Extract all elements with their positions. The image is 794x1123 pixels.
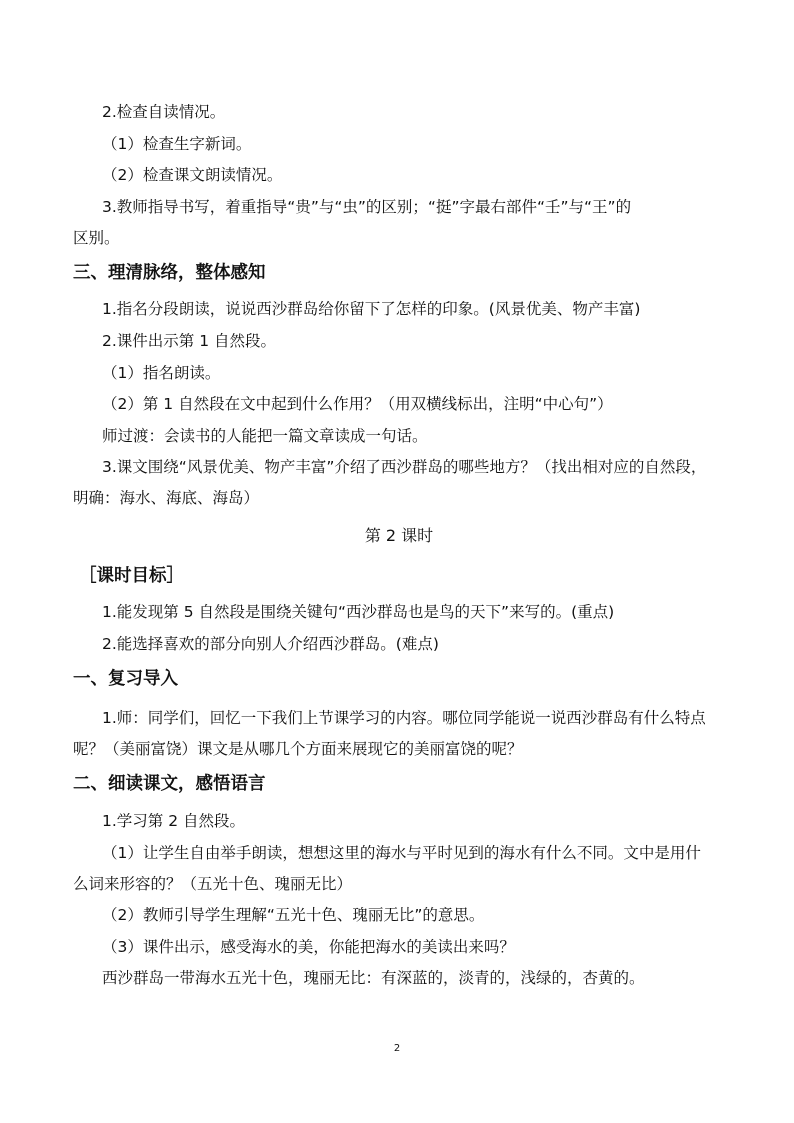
quoted-text-line: 西沙群岛一带海水五光十色，瑰丽无比：有深蓝的，淡青的，浅绿的，杏黄的。 <box>102 969 645 987</box>
paragraph-line: （1）检查生字新词。 <box>102 135 252 153</box>
paragraph-line: 师过渡：会读书的人能把一篇文章读成一句话。 <box>102 427 428 445</box>
section-heading: 三、理清脉络，整体感知 <box>73 263 266 283</box>
paragraph-line: 2.课件出示第 1 自然段。 <box>102 332 277 350</box>
paragraph-line: （1）指名朗读。 <box>102 364 221 382</box>
paragraph-line: 明确：海水、海底、海岛） <box>73 489 260 507</box>
paragraph-line: （2）教师引导学生理解“五光十色、瑰丽无比”的意思。 <box>102 906 485 924</box>
objectives-heading: ［课时目标］ <box>79 566 184 586</box>
paragraph-line: 1.学习第 2 自然段。 <box>102 812 246 830</box>
paragraph-line: 3.课文围绕“风景优美、物产丰富”介绍了西沙群岛的哪些地方？（找出相对应的自然段， <box>102 458 707 476</box>
paragraph-line: 1.师：同学们，回忆一下我们上节课学习的内容。哪位同学能说一说西沙群岛有什么特点 <box>102 709 706 727</box>
section-heading: 二、细读课文，感悟语言 <box>73 774 266 794</box>
paragraph-line: （1）让学生自由举手朗读，想想这里的海水与平时见到的海水有什么不同。文中是用什 <box>102 844 701 862</box>
paragraph-line: 2.能选择喜欢的部分向别人介绍西沙群岛。(难点) <box>102 635 439 653</box>
paragraph-line: 么词来形容的？（五光十色、瑰丽无比） <box>73 875 353 893</box>
paragraph-line: （3）课件出示，感受海水的美，你能把海水的美读出来吗？ <box>102 938 515 956</box>
lesson-title: 第 2 课时 <box>364 526 434 545</box>
section-heading: 一、复习导入 <box>73 669 178 689</box>
paragraph-line: （2）第 1 自然段在文中起到什么作用？（用双横线标出，注明“中心句”） <box>102 395 613 413</box>
paragraph-line: （2）检查课文朗读情况。 <box>102 166 283 184</box>
paragraph-line: 呢？（美丽富饶）课文是从哪几个方面来展现它的美丽富饶的呢？ <box>73 740 523 758</box>
paragraph-line: 2.检查自读情况。 <box>102 103 226 121</box>
paragraph-line: 1.能发现第 5 自然段是围绕关键句“西沙群岛也是鸟的天下”来写的。(重点) <box>102 603 615 621</box>
page-number: 2 <box>393 1043 401 1054</box>
paragraph-line: 3.教师指导书写，着重指导“贵”与“虫”的区别；“挺”字最右部件“壬”与“王”的 <box>102 198 632 216</box>
paragraph-line: 1.指名分段朗读，说说西沙群岛给你留下了怎样的印象。(风景优美、物产丰富) <box>102 300 641 318</box>
paragraph-line: 区别。 <box>73 229 120 247</box>
